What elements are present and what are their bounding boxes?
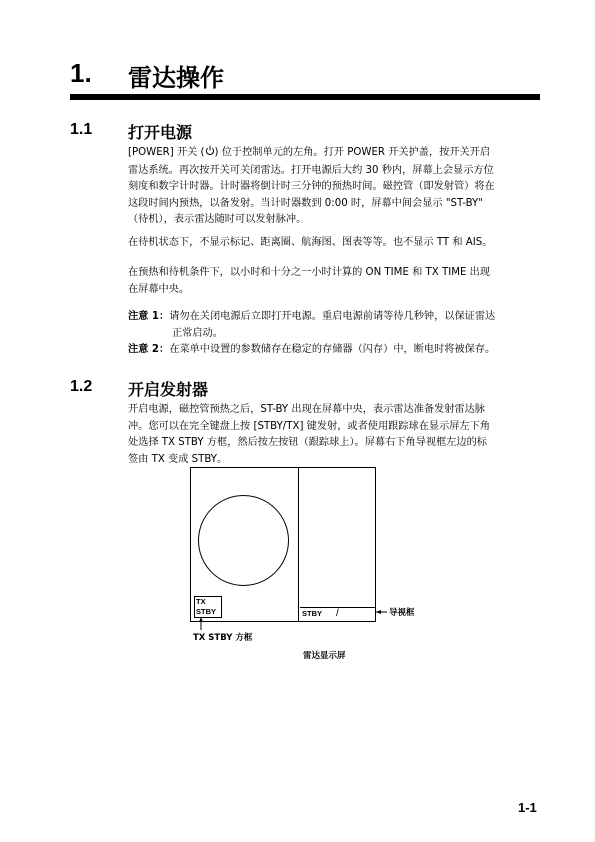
paragraph-line: 签由 TX 变成 STBY。: [128, 453, 228, 465]
guide-box-slash: /: [336, 608, 339, 619]
paragraph-line: 冲。您可以在完全键盘上按 [STBY/TX] 键发射，或者使用跟踪球在显示屏左下角: [128, 420, 491, 432]
guide-box-arrow-head: [376, 610, 381, 614]
tx-box-arrow-head: [199, 617, 203, 622]
page-number: 1-1: [518, 800, 537, 815]
text-segment: [POWER] 开关 (: [128, 147, 205, 158]
guide-box-label: STBY: [302, 609, 323, 618]
note-text: 在菜单中设置的参数储存在稳定的存储器（闪存）中，断电时将被保存。: [169, 344, 496, 355]
guide-box-callout: 导视框: [389, 608, 415, 618]
diagram-caption: 雷达显示屏: [303, 651, 346, 661]
paragraph-line: 处选择 TX STBY 方框，然后按左按钮（跟踪球上）。屏幕右下角导视框左边的标: [128, 437, 487, 448]
paragraph-line: 这段时间内预热，以备发射。当计时器数到 0:00 时，屏幕中间会显示 "ST-BY": [128, 197, 483, 209]
paragraph-line: 雷达系统。再次按开关可关闭雷达。打开电源后大约 30 秒内，屏幕上会显示方位: [128, 164, 494, 176]
paragraph-line: 在预热和待机条件下，以小时和十分之一小时计算的 ON TIME 和 TX TIME 出现: [128, 267, 491, 278]
text-segment: ) 位于控制单元的左角。打开 POWER 开关护盖，按开关开启: [214, 147, 491, 158]
paragraph-line: 在待机状态下，不显示标记、距离圈、航海图、图表等等。也不显示 TT 和 AIS。: [128, 237, 493, 248]
chapter-number: 1.: [70, 58, 92, 88]
paragraph-line: 在屏幕中央。: [128, 283, 190, 295]
paragraph-line: （待机），表示雷达随时可以发射脉冲。: [128, 214, 307, 225]
tx-box-line-1: TX: [196, 597, 206, 606]
section-1-1-title: 打开电源: [128, 123, 193, 142]
section-1-1-number: 1.1: [70, 121, 93, 138]
note-label: 注意 2：: [128, 344, 170, 355]
paragraph-line: 刻度和数字计时器。计时器将倒计时三分钟的预热时间。磁控管（即发射管）将在: [128, 181, 495, 192]
section-1-2-number: 1.2: [70, 378, 93, 395]
chapter-title: 雷达操作: [128, 64, 224, 92]
section-1-2-title: 开启发射器: [128, 380, 209, 399]
tx-box-line-2: STBY: [196, 606, 217, 616]
paragraph-line: 开启电源，磁控管预热之后，ST-BY 出现在屏幕中央，表示雷达准备发射雷达脉: [128, 404, 485, 415]
note-label: 注意 1：: [128, 311, 170, 322]
note-text: 请勿在关闭电源后立即打开电源。重启电源前请等待几秒钟，以保证雷达: [169, 311, 496, 322]
tx-box-callout: TX STBY 方框: [193, 633, 253, 643]
note-continuation: 正常启动。: [172, 327, 223, 339]
